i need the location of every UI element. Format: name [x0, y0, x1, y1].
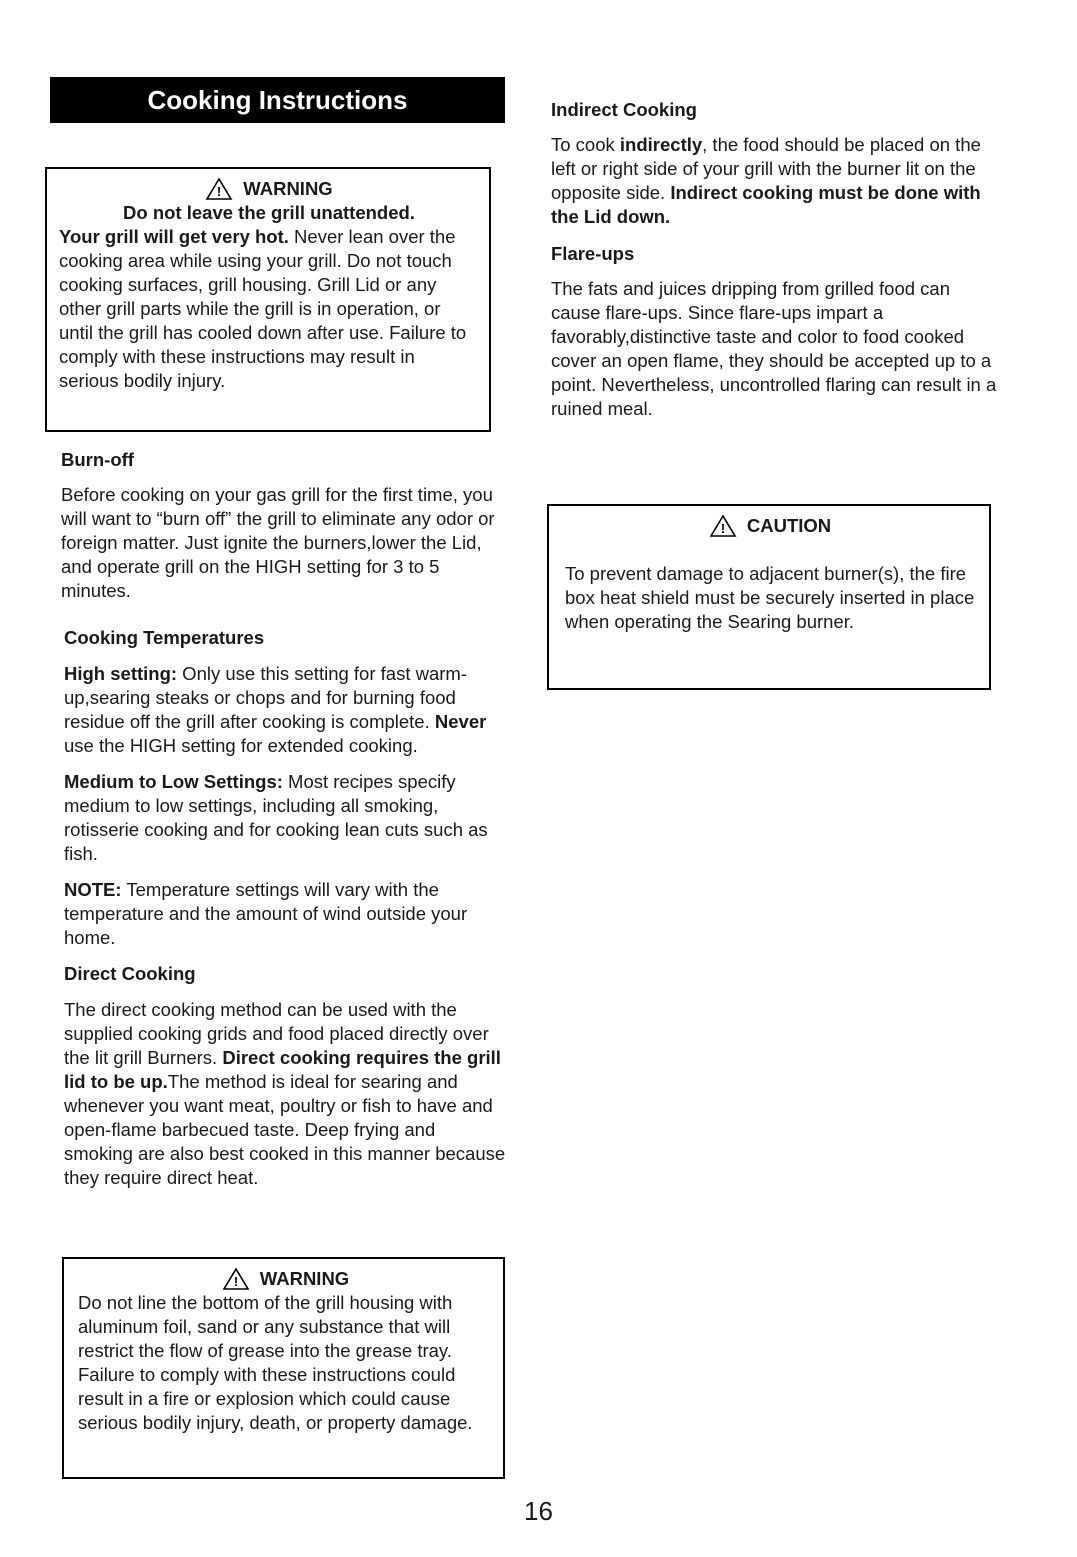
indirect-bold-1: indirectly	[619, 134, 703, 155]
warning-top-line1: Do not leave the grill unattended.	[123, 202, 415, 223]
warning-triangle-icon	[709, 514, 737, 538]
caution-label: CAUTION	[746, 515, 832, 536]
svg-text:!: !	[233, 1274, 238, 1289]
note-text: Temperature settings will vary with the temperature and the amount of wind outside your home.	[64, 879, 468, 948]
direct-text-2: The method is ideal for searing and whenever you want meat, poultry or fish to have and open-flame barbecued taste. Deep frying and smoking are also best cooked in this manner because they require direct heat.	[64, 1071, 506, 1188]
warning-label: WARNING	[243, 178, 333, 199]
warning-box-bottom	[62, 1257, 505, 1479]
warning-header	[59, 177, 479, 201]
high-setting-text: Only use this setting for fast warm-up,searing steaks or chops and for burning food residue off the grill after cooking is complete.	[64, 663, 467, 732]
caution-box	[547, 504, 991, 690]
direct-text-1: The direct cooking method can be used with the supplied cooking grids and food placed directly over the lit grill Burners.	[64, 999, 489, 1068]
medium-low-text: Most recipes specify medium to low settings, including all smoking, rotisserie cooking and for cooking lean cuts such as fish.	[64, 771, 488, 864]
svg-text:!: !	[720, 521, 726, 536]
warning-bottom-header	[78, 1267, 493, 1291]
warning-top-lead: Your grill will get very hot.	[59, 226, 289, 247]
direct-cooking-heading: Direct Cooking	[64, 963, 196, 984]
warning-bottom-text: Do not line the bottom of the grill housing with aluminum foil, sand or any substance that will restrict the flow of grease into the grease tray. Failure to comply with these instructions could result in a fire or explosion which could cause serious bodily injury, death, or property damage.	[78, 1292, 473, 1433]
svg-text:!: !	[217, 184, 222, 199]
high-setting-paragraph	[64, 662, 509, 758]
caution-header	[565, 514, 975, 538]
section-title-bar	[50, 77, 505, 123]
indirect-cooking-heading: Indirect Cooking	[551, 99, 697, 120]
page-title: Cooking Instructions	[147, 84, 408, 115]
flare-ups-heading: Flare-ups	[551, 243, 635, 264]
note-paragraph	[64, 878, 504, 950]
warning-triangle-icon	[205, 177, 233, 201]
indirect-cooking-paragraph	[551, 133, 996, 229]
flare-ups-text: The fats and juices dripping from grilled food can cause flare-ups. Since flare-ups impart a favorably,distinctive taste and color to food cooked cover an open flame, they should be accepted up to a point. Nevertheless, uncontrolled flaring can result in a ruined meal.	[551, 278, 997, 419]
medium-low-label: Medium to Low Settings:	[64, 771, 283, 792]
warning-label: WARNING	[259, 1268, 350, 1289]
never-text: use the HIGH setting for extended cooking.	[64, 735, 418, 756]
burn-off-text: Before cooking on your gas grill for the first time, you will want to “burn off” the grill to eliminate any odor or foreign matter. Just ignite the burners,lower the Lid, and operate grill on the HIGH setting for 3 to 5 minutes.	[61, 484, 495, 601]
never-label: Never	[434, 711, 487, 732]
note-label: NOTE:	[64, 879, 122, 900]
direct-cooking-paragraph	[64, 998, 509, 1190]
cooking-temperatures-heading: Cooking Temperatures	[64, 627, 265, 648]
warning-top-text: Never lean over the cooking area while using your grill. Do not touch cooking surfaces, grill housing. Grill Lid or any other grill parts while the grill is in operation, or until the grill has cooled down after use. Failure to comply with these instructions may result in serious bodily injury.	[59, 226, 467, 391]
indirect-bold-2: Indirect cooking must be done with the Lid down.	[551, 182, 981, 227]
warning-top-body	[59, 225, 479, 393]
burn-off-heading: Burn-off	[61, 449, 134, 470]
warning-triangle-icon	[222, 1267, 250, 1291]
indirect-text-2: , the food should be placed on the left or right side of your grill with the burner lit on the opposite side.	[551, 134, 981, 203]
medium-low-paragraph	[64, 770, 504, 866]
caution-text: To prevent damage to adjacent burner(s), the fire box heat shield must be securely inserted in place when operating the Searing burner.	[565, 563, 975, 632]
warning-box-top	[45, 167, 491, 432]
high-setting-label: High setting:	[64, 663, 178, 684]
indirect-text-1: To cook	[551, 134, 620, 155]
page-number: 16	[524, 1496, 553, 1526]
direct-bold: Direct cooking requires the grill lid to be up.	[64, 1047, 501, 1092]
